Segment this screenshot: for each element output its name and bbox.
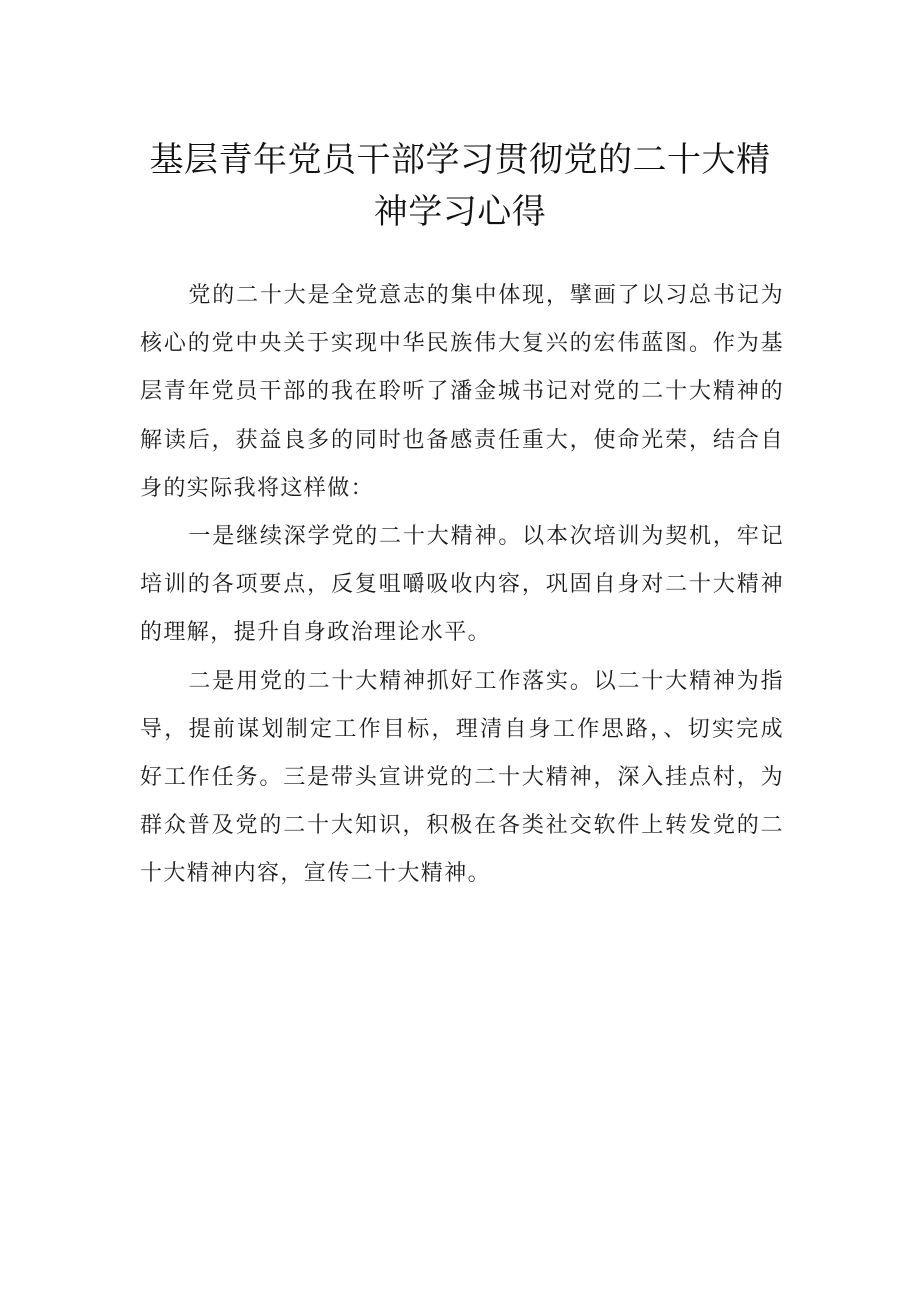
paragraph-intro: 党的二十大是全党意志的集中体现，擘画了以习总书记为核心的党中央关于实现中华民族伟大复兴的宏伟蓝图。作为基层青年党员干部的我在聆听了潘金城书记对党的二十大精神的解读后，获益良多的同时也备感责任重大，使命光荣，结合自身的实际我将这样做： [140, 283, 784, 501]
title-line-2: 神学习心得 [373, 192, 547, 232]
paragraph-point-two-three: 二是用党的二十大精神抓好工作落实。以二十大精神为指导，提前谋划制定工作目标，理清自身工作思路，、切实完成好工作任务。三是带头宣讲党的二十大精神，深入挂点村，为群众普及党的二十大知识，积极在各类社交软件上转发党的二十大精神内容，宣传二十大精神。 [140, 668, 784, 887]
paragraph-point-one: 一是继续深学党的二十大精神。以本次培训为契机，牢记培训的各项要点，反复咀嚼吸收内容，巩固自身对二十大精神的理解，提升自身政治理论水平。 [140, 524, 784, 646]
document-body [140, 272, 784, 899]
document-title [140, 134, 780, 238]
title-line-1: 基层青年党员干部学习贯彻党的二十大精 [149, 140, 771, 180]
